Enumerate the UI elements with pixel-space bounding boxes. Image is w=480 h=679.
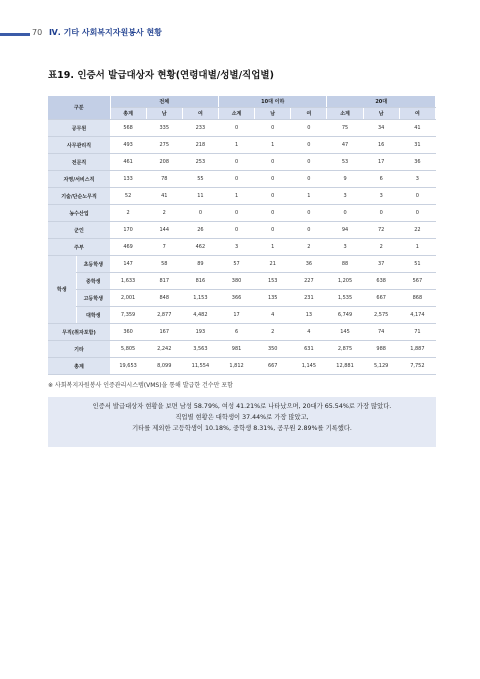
table-cell: 0 <box>327 205 363 222</box>
summary-line: 기타를 제외한 고등학생이 10.18%, 중학생 8.31%, 공무원 2.89%를 기록했다. <box>132 425 352 432</box>
table-cell: 638 <box>363 273 399 290</box>
table-cell: 8,099 <box>146 358 182 375</box>
table-cell: 167 <box>146 324 182 341</box>
table-cell: 0 <box>399 205 435 222</box>
table-cell: 1,535 <box>327 290 363 307</box>
table-cell: 5,129 <box>363 358 399 375</box>
table-cell: 1,145 <box>291 358 327 375</box>
table-cell: 1,812 <box>218 358 254 375</box>
table-cell: 1,887 <box>399 341 435 358</box>
table-cell: 145 <box>327 324 363 341</box>
header-group-total: 전체 <box>110 96 218 108</box>
page-number: 70 <box>32 28 43 37</box>
summary-box <box>48 397 436 447</box>
table-cell: 2 <box>110 205 146 222</box>
table-cell: 3 <box>399 171 435 188</box>
table-cell: 0 <box>218 120 254 137</box>
table-cell: 667 <box>363 290 399 307</box>
table-cell: 380 <box>218 273 254 290</box>
row-label: 농수산업 <box>48 205 110 222</box>
table-cell: 3 <box>327 188 363 205</box>
row-label: 주부 <box>48 239 110 256</box>
table-cell: 72 <box>363 222 399 239</box>
table-cell: 227 <box>291 273 327 290</box>
table-cell: 988 <box>363 341 399 358</box>
row-label: 군인 <box>48 222 110 239</box>
row-label: 대학생 <box>76 307 110 324</box>
table-row <box>48 222 436 239</box>
table-cell: 848 <box>146 290 182 307</box>
table-row <box>48 188 436 205</box>
table-cell: 6,749 <box>327 307 363 324</box>
table-row <box>48 171 436 188</box>
table-cell: 0 <box>218 171 254 188</box>
row-label: 초등학생 <box>76 256 110 273</box>
table-row <box>48 256 436 273</box>
summary-line: 인증서 발급대상자 현황을 보면 남성 58.79%, 여성 41.21%로 나타났으며, 20대가 65.54%로 가장 많았다. <box>92 403 392 410</box>
table-cell: 231 <box>291 290 327 307</box>
table-row <box>48 358 436 375</box>
table-cell: 74 <box>363 324 399 341</box>
table-cell: 13 <box>291 307 327 324</box>
row-label: 중학생 <box>76 273 110 290</box>
table-cell: 0 <box>255 171 291 188</box>
table-row <box>48 239 436 256</box>
summary-line: 직업별 현황은 대학생이 37.44%로 가장 많았고, <box>175 414 309 421</box>
table-cell: 36 <box>399 154 435 171</box>
table-cell: 52 <box>110 188 146 205</box>
table-cell: 360 <box>110 324 146 341</box>
table-cell: 0 <box>291 154 327 171</box>
row-label: 공무원 <box>48 120 110 137</box>
table-cell: 1 <box>399 239 435 256</box>
row-label: 기술/단순노무직 <box>48 188 110 205</box>
table-cell: 144 <box>146 222 182 239</box>
table-cell: 0 <box>218 222 254 239</box>
table-cell: 4,482 <box>182 307 218 324</box>
table-cell: 462 <box>182 239 218 256</box>
subheader-cell: 여 <box>182 108 218 120</box>
table-cell: 55 <box>182 171 218 188</box>
table-cell: 37 <box>363 256 399 273</box>
row-label: 자영/서비스직 <box>48 171 110 188</box>
table-cell: 631 <box>291 341 327 358</box>
table-cell: 667 <box>255 358 291 375</box>
table-cell: 981 <box>218 341 254 358</box>
table-cell: 7,359 <box>110 307 146 324</box>
row-label: 총계 <box>48 358 110 375</box>
table-cell: 1 <box>291 188 327 205</box>
table-cell: 7,752 <box>399 358 435 375</box>
table-cell: 0 <box>255 154 291 171</box>
table-cell: 21 <box>255 256 291 273</box>
table-cell: 19,653 <box>110 358 146 375</box>
table-row <box>48 307 436 324</box>
table-cell: 11,554 <box>182 358 218 375</box>
table-row <box>48 324 436 341</box>
table-title: 표19. 인증서 발급대상자 현황(연령대별/성별/직업별) <box>48 70 274 81</box>
table-cell: 2,001 <box>110 290 146 307</box>
table-cell: 133 <box>110 171 146 188</box>
table-row <box>48 137 436 154</box>
table-cell: 41 <box>146 188 182 205</box>
row-group-label-student: 학생 <box>48 256 76 324</box>
table-cell: 208 <box>146 154 182 171</box>
table-cell: 2 <box>291 239 327 256</box>
table-cell: 6 <box>363 171 399 188</box>
table-cell: 461 <box>110 154 146 171</box>
table-cell: 4 <box>291 324 327 341</box>
table-cell: 0 <box>291 205 327 222</box>
subheader-cell: 소계 <box>327 108 363 120</box>
subheader-cell: 여 <box>291 108 327 120</box>
table-row <box>48 154 436 171</box>
table-cell: 57 <box>218 256 254 273</box>
table-cell: 0 <box>255 222 291 239</box>
subheader-cell: 여 <box>399 108 435 120</box>
table-cell: 1,205 <box>327 273 363 290</box>
table-cell: 53 <box>327 154 363 171</box>
table-cell: 17 <box>218 307 254 324</box>
table-cell: 51 <box>399 256 435 273</box>
table-cell: 89 <box>182 256 218 273</box>
table-cell: 2 <box>146 205 182 222</box>
table-cell: 71 <box>399 324 435 341</box>
table-cell: 2,877 <box>146 307 182 324</box>
table-cell: 0 <box>291 137 327 154</box>
table-cell: 58 <box>146 256 182 273</box>
table-cell: 2,875 <box>327 341 363 358</box>
table-cell: 6 <box>218 324 254 341</box>
table-row <box>48 341 436 358</box>
table-cell: 469 <box>110 239 146 256</box>
table-cell: 88 <box>327 256 363 273</box>
table-row <box>48 273 436 290</box>
table-cell: 2 <box>363 239 399 256</box>
table-cell: 0 <box>291 222 327 239</box>
table-cell: 0 <box>363 205 399 222</box>
table-cell: 31 <box>399 137 435 154</box>
table-cell: 4 <box>255 307 291 324</box>
table-cell: 0 <box>255 120 291 137</box>
table-cell: 253 <box>182 154 218 171</box>
table-cell: 22 <box>399 222 435 239</box>
table-cell: 2,242 <box>146 341 182 358</box>
table-cell: 816 <box>182 273 218 290</box>
table-cell: 817 <box>146 273 182 290</box>
table-row <box>48 120 436 137</box>
header-gubun: 구분 <box>48 96 110 120</box>
table-cell: 1 <box>218 188 254 205</box>
table-cell: 153 <box>255 273 291 290</box>
table-cell: 193 <box>182 324 218 341</box>
data-table <box>48 96 436 375</box>
table-cell: 1 <box>255 239 291 256</box>
table-cell: 1,633 <box>110 273 146 290</box>
table-cell: 11 <box>182 188 218 205</box>
table-row <box>48 205 436 222</box>
subheader-cell: 남 <box>363 108 399 120</box>
row-label: 사무관리직 <box>48 137 110 154</box>
table-cell: 3 <box>363 188 399 205</box>
table-cell: 5,805 <box>110 341 146 358</box>
table-cell: 16 <box>363 137 399 154</box>
header-group-teens: 10대 이하 <box>218 96 326 108</box>
table-cell: 0 <box>291 120 327 137</box>
table-cell: 567 <box>399 273 435 290</box>
table-cell: 218 <box>182 137 218 154</box>
table-cell: 1 <box>255 137 291 154</box>
row-label: 무직(취자포함) <box>48 324 110 341</box>
table-cell: 17 <box>363 154 399 171</box>
table-cell: 3 <box>327 239 363 256</box>
table-cell: 34 <box>363 120 399 137</box>
table-cell: 78 <box>146 171 182 188</box>
table-cell: 36 <box>291 256 327 273</box>
section-title: Ⅳ. 기타 사회복지자원봉사 현황 <box>48 28 162 37</box>
table-cell: 26 <box>182 222 218 239</box>
table-cell: 12,881 <box>327 358 363 375</box>
subheader-cell: 소계 <box>218 108 254 120</box>
table-cell: 2,575 <box>363 307 399 324</box>
table-cell: 868 <box>399 290 435 307</box>
table-cell: 1,153 <box>182 290 218 307</box>
subheader-cell: 총계 <box>110 108 146 120</box>
subheader-cell: 남 <box>255 108 291 120</box>
table-cell: 568 <box>110 120 146 137</box>
header-accent-bar <box>0 33 30 36</box>
table-cell: 0 <box>255 188 291 205</box>
table-cell: 47 <box>327 137 363 154</box>
subheader-cell: 남 <box>146 108 182 120</box>
row-label: 기타 <box>48 341 110 358</box>
table-cell: 1 <box>218 137 254 154</box>
table-cell: 0 <box>218 154 254 171</box>
table-cell: 0 <box>255 205 291 222</box>
table-cell: 94 <box>327 222 363 239</box>
table-cell: 9 <box>327 171 363 188</box>
table-row <box>48 290 436 307</box>
table-cell: 4,174 <box>399 307 435 324</box>
table-cell: 275 <box>146 137 182 154</box>
table-cell: 0 <box>218 205 254 222</box>
table-cell: 41 <box>399 120 435 137</box>
table-cell: 350 <box>255 341 291 358</box>
table-cell: 3,563 <box>182 341 218 358</box>
header-group-20s: 20대 <box>327 96 436 108</box>
row-label: 고등학생 <box>76 290 110 307</box>
table-footnote: ※ 사회복지자원봉사 인증관리시스템(VMS)을 통해 발급한 건수만 포함 <box>48 382 233 389</box>
running-header <box>32 27 162 38</box>
table-cell: 233 <box>182 120 218 137</box>
table-cell: 147 <box>110 256 146 273</box>
table-cell: 0 <box>399 188 435 205</box>
table-cell: 135 <box>255 290 291 307</box>
table-cell: 170 <box>110 222 146 239</box>
table-cell: 366 <box>218 290 254 307</box>
table-cell: 7 <box>146 239 182 256</box>
table-body <box>48 120 436 375</box>
table-cell: 2 <box>255 324 291 341</box>
table-cell: 3 <box>218 239 254 256</box>
table-cell: 0 <box>182 205 218 222</box>
row-label: 전문직 <box>48 154 110 171</box>
table-cell: 75 <box>327 120 363 137</box>
table-cell: 0 <box>291 171 327 188</box>
table-cell: 335 <box>146 120 182 137</box>
table-cell: 493 <box>110 137 146 154</box>
